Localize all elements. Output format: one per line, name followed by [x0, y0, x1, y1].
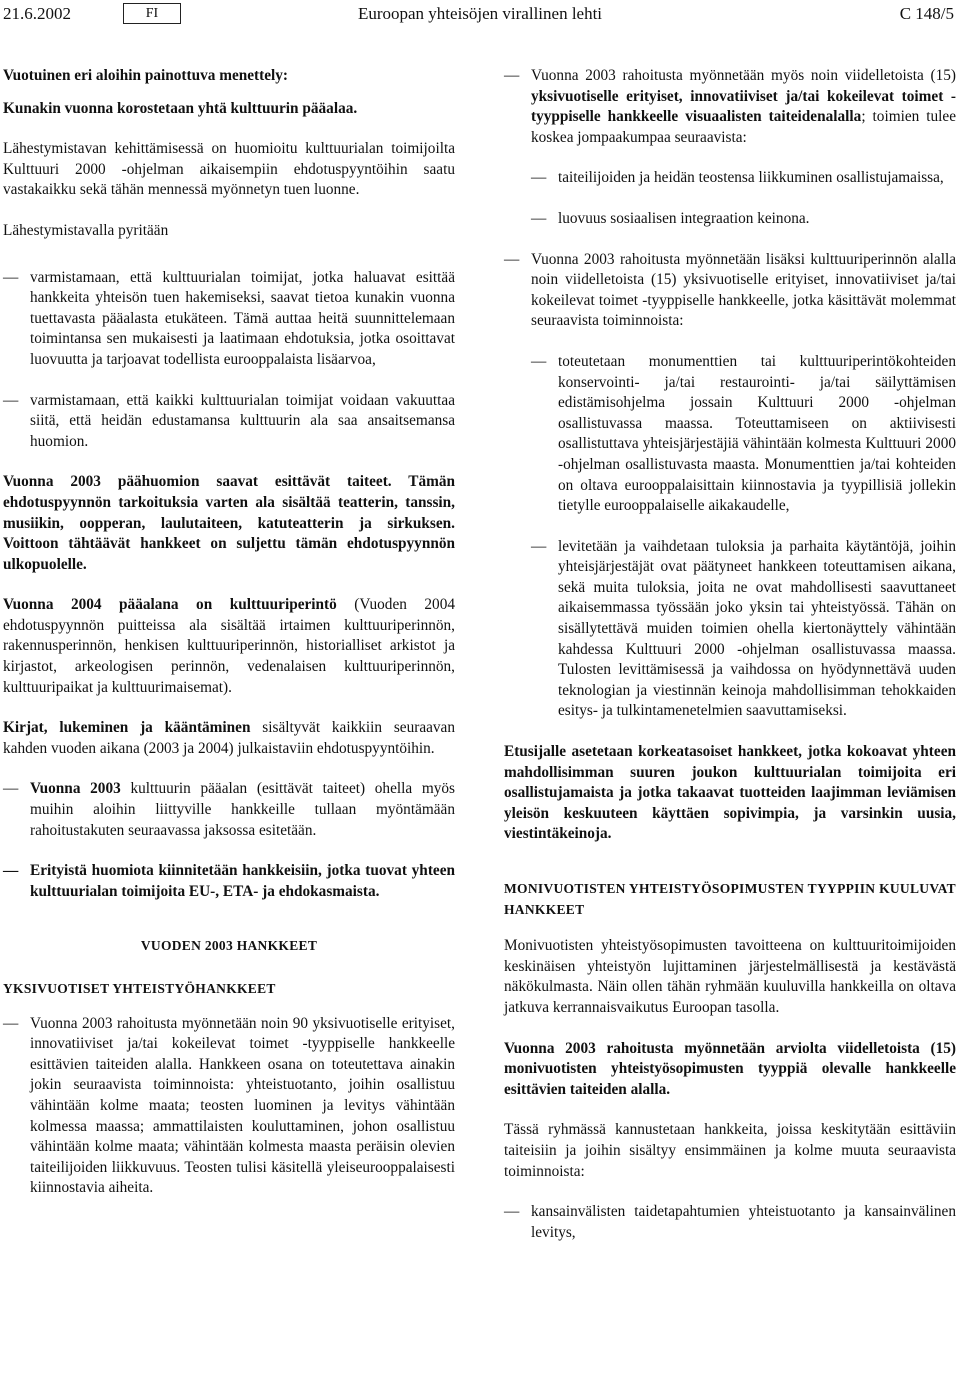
dash-item-text: varmistamaan, että kaikki kulttuurialan toimijat voidaan vakuuttaa siitä, että heidän edustamansa kulttuurin ala saa ansaitsemansa huomion. — [30, 391, 455, 450]
paragraph: Lähestymistavan kehittämisessä on huomioitu kulttuurialan toimijoilta Kulttuuri 2000 -ohjelman aikaisempiin ehdotuspyyntöihin saatu vastakaikku sekä tähän mennessä myönnetyn tuen luonne. — [3, 140, 455, 199]
section-heading: VUODEN 2003 HANKKEET — [140, 938, 318, 954]
paragraph-text: sisältyvät kaikkiin seuraavan kahden vuoden aikana (2003 ja 2004) julkaistaviin ehdotuspyyntöihin. — [3, 719, 455, 757]
left-column — [3, 66, 455, 1219]
dash-marker: — — [504, 250, 520, 268]
dash-item-text: kansainvälisten taidetapahtumien yhteistuotanto ja kansainvälinen levitys, — [531, 1203, 956, 1241]
dash-item-text: taiteilijoiden ja heidän teostensa liikkuminen osallistujamaissa, — [558, 169, 944, 187]
dash-marker: — — [3, 780, 19, 798]
paragraph-bold: Vuonna 2003 päähuomion saavat esittävät taiteet. Tämän ehdotuspyynnön tarkoituksia varten ala sisältää teatterin, tanssin, musiikin, oopperan, laulutaiteen, katuteatterin ja sirkuksen. Voittoon tähtäävät hankkeet on suljettu tämän ehdotuspyynnön ulkopuolelle. — [3, 473, 455, 573]
right-column — [504, 66, 956, 1263]
dash-marker: — — [531, 537, 547, 555]
sub-dash-item — [531, 168, 956, 189]
dash-item-text: Vuonna 2003 rahoitusta myönnetään myös noin viidelletoista (15) — [531, 67, 956, 84]
publication-date: 21.6.2002 — [3, 4, 71, 23]
paragraph-text: (Vuoden 2004 ehdotuspyynnön puitteissa ala sisältää irtaimen kulttuuriperinnön, rakennusperinnön, henkisen kulttuuriperinnön, historialliset arkistot ja kirjastot, arkeologisen perinnön, vedenalaisen kulttuuriperinnön, kulttuuripaikat ja kulttuurimaisemat). — [3, 596, 455, 696]
dash-marker: — — [3, 1014, 19, 1032]
dash-item-text: kulttuurin pääalan (esittävät taiteet) ohella myös muihin aloihin liittyville hankkeille tullaan myöntämään rahoitustakuten seuraavassa jaksossa esitetään. — [30, 780, 455, 839]
paragraph: Monivuotisten yhteistyösopimusten tavoitteena on kulttuuritoimijoiden keskinäisen yhteistyön lujittaminen järjestelmällisestä ja kestävästä näkökulmasta. Näin ollen tähän ryhmään kuuluvilla hankkeilla on oltava jatkuva kerrannaisvaikutus Euroopan tasolla. — [504, 937, 956, 1016]
paragraph: Lähestymistavalla pyritään — [3, 221, 169, 239]
bold-phrase: yksivuotiselle erityiset, innovatiiviset ja/tai kokeilevat toimet -tyyppiselle hankkeelle visuaalisten taiteidenalalla — [531, 87, 956, 126]
dash-item — [3, 861, 455, 902]
dash-item-text: Vuonna 2003 rahoitusta myönnetään lisäksi kulttuuriperinnön alalla noin viidelletoista (15) yksivuotiselle erityiset, innovatiiviset ja/tai kokeilevat toimet -tyyppiselle hankkeelle, jotka käsittävät molemmat seuraavista toiminnoista: — [531, 250, 956, 330]
heading-annual-procedure: Vuotuinen eri aloihin painottuva menettely: — [3, 67, 288, 84]
dash-item-text: luovuus sosiaalisen integraation keinona. — [558, 209, 810, 227]
dash-item — [3, 1014, 455, 1199]
language-box: FI — [123, 3, 181, 24]
dash-marker: — — [531, 209, 547, 227]
dash-item — [504, 1202, 956, 1243]
dash-item — [3, 391, 455, 453]
paragraph-bold: Etusijalle asetetaan korkeatasoiset hankkeet, jotka kokoavat yhteen mahdollisimman suuren joukon kulttuurialan toimijoita eri osallistujamaista ja jotka takaavat tuotteiden laajimman leviämisen yleisön keskuuteen käyttäen sopivimpia, ja varsinkin uusia, viestintäkeinoja. — [504, 743, 956, 843]
dash-marker: — — [3, 862, 19, 880]
dash-item — [3, 779, 455, 841]
dash-marker: — — [531, 169, 547, 187]
sub-dash-item — [531, 537, 956, 722]
page-header — [0, 0, 960, 30]
bold-lead: Vuonna 2003 — [30, 780, 121, 798]
paragraph — [3, 718, 455, 759]
paragraph-bold: Vuonna 2003 rahoitusta myönnetään arviolta viidelletoista (15) monivuotisten yhteistyösopimusten tyyppiä olevalle hankkeelle esittävien taiteiden alalla. — [504, 1039, 956, 1098]
dash-item — [504, 66, 956, 148]
subsection-heading: YKSIVUOTISET YHTEISTYÖHANKKEET — [3, 981, 276, 996]
sub-dash-item — [531, 209, 956, 230]
dash-marker: — — [504, 67, 520, 84]
journal-title: Euroopan yhteisöjen virallinen lehti — [357, 4, 603, 23]
dash-item — [3, 268, 455, 371]
paragraph: Tässä ryhmässä kannustetaan hankkeita, joissa keskitytään esittäviin taiteisiin ja joihin sisältyy ensimmäinen ja kolme muuta seuraavista toiminnoista: — [504, 1121, 956, 1180]
dash-marker: — — [504, 1203, 520, 1221]
dash-marker: — — [3, 268, 19, 286]
dash-marker: — — [531, 352, 547, 370]
sub-dash-item — [531, 352, 956, 517]
dash-item — [504, 250, 956, 332]
section-heading: MONIVUOTISTEN YHTEISTYÖSOPIMUSTEN TYYPPIIN KUULUVAT HANKKEET — [504, 881, 956, 917]
dash-item-text: toteutetaan monumenttien tai kulttuuriperintökohteiden konservointi- ja/tai restaurointi- ja/tai säilyttämisen edistämisohjelma jossain Kulttuuri 2000 -ohjelman osallistuvassa maassa. Toteuttamiseen on aktiivisesti osallistuttava yhteisjärjestäjiä vähintään kolmesta Kulttuuri 2000 -ohjelman osallistuvasta maasta. Monumenttien ja/tai kohteiden on oltava eurooppalaisittain kiinnostavia ja tyypillisiä jollekin tietylle eurooppalaiselle aikakaudelle, — [558, 352, 956, 515]
paragraph — [3, 595, 455, 698]
dash-item-text: Vuonna 2003 rahoitusta myönnetään noin 90 yksivuotiselle erityiset, innovatiiviset ja/tai kokeilevat toimet -tyyppiselle hankkeelle esittävien taiteiden alalla. Hankkeen osana on toteutettava ainakin jokin seuraavista toiminnoista: yhteistuotanto, joihin osallistuu vähintään kolme maata; teosten luominen ja levitys vähintään kolmessa maassa; ammattilaisten kouluttaminen, johon osallistuu vähintään kolme maata; vähintään kolmesta maasta peräisin olevien taiteilijoiden liikkuvuus. Teosten tulisi käsitellä yleiseurooppalaisesti kiinnostavia aiheita. — [30, 1014, 455, 1197]
dash-item-text: ; toimien tulee koskea jompaakumpaa seuraavista: — [531, 108, 956, 146]
dash-item-text: varmistamaan, että kulttuurialan toimijat, jotka haluavat esittää hankkeita yhteisön tuen hakemiseksi, saavat tietoa kunakin vuonna tuettavasta pääalasta etukäteen. Tämä auttaa heitä suunnittelemaan toimintansa sen mukaisesti ja laatimaan ehdotuksia, jotka osoittavat luovuutta ja tarjoavat todellista eurooppalaista lisäarvoa, — [30, 268, 455, 368]
bold-lead: Kirjat, lukeminen ja kääntäminen — [3, 719, 251, 737]
dash-marker: — — [3, 391, 19, 409]
bold-lead: Vuonna 2004 pääalana on kulttuuriperintö — [3, 596, 337, 614]
heading-main-sector: Kunakin vuonna korostetaan yhtä kulttuurin pääalaa. — [3, 99, 358, 117]
page-reference: C 148/5 — [899, 4, 954, 23]
dash-item-text: Erityistä huomiota kiinnitetään hankkeisiin, jotka tuovat yhteen kulttuurialan toimijoita EU-, ETA- ja ehdokasmaista. — [30, 862, 455, 900]
dash-item-text: levitetään ja vaihdetaan tuloksia ja parhaita käytäntöjä, joihin yhteisjärjestäjät ovat päätyneet hankkeen toteuttamisen aikana, sekä muita tuloksia, joita ne ovat mahdollisesti saavuttaneet aikaisemmassa työssään joko yksin tai yhteistyössä. Tähän on sisällytettävä muiden toimien ohella kiertonäyttely vähintään kahdessa Kulttuuri 2000 -ohjelman osallistuvassa maassa. Tulosten levittämisessä ja vaihdossa on hyödynnettävä uuden teknologian ja viestinnän keinoja mahdollisimman tehokkaiden esitys- ja tulkintamenetelmien saavuttamiseksi. — [558, 537, 956, 720]
